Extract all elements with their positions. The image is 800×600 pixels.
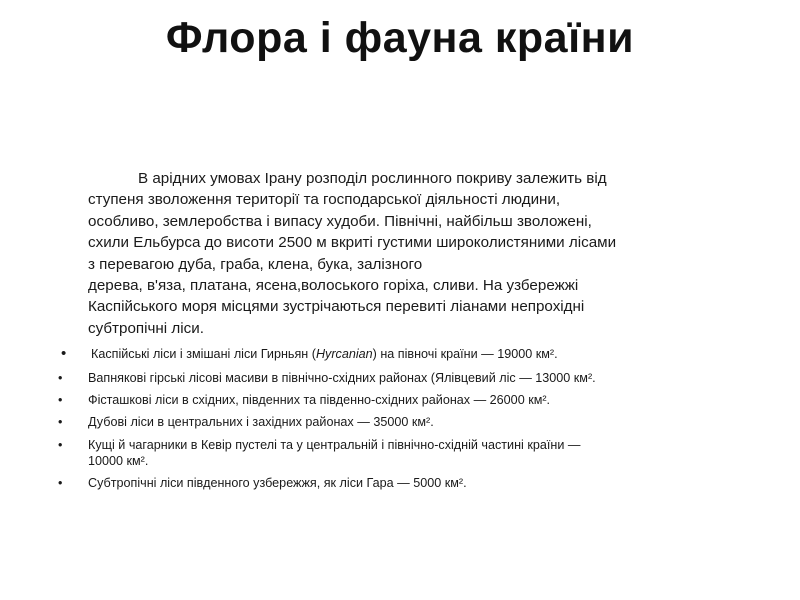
slide-title: Флора і фауна країни	[165, 14, 635, 62]
bullet-marker: •	[58, 371, 63, 385]
list-item	[58, 414, 758, 430]
list-item-text: Вапнякові гірські лісові масиви в північно-східних районах (Ялівцевий ліс — 13000 км².	[88, 371, 596, 385]
italic-term: Hyrcanian	[315, 347, 373, 361]
intro-line: з перевагою дуба, граба, клена, бука, залізного	[88, 255, 423, 273]
intro-line: схили Ельбурса до висоти 2500 м вкриті густими широколистяними лісами	[88, 234, 617, 252]
bullet-marker: •	[61, 345, 67, 362]
list-item-text: Кущі й чагарники в Кевір пустелі та у центральній і північно-східній частині країни — 10000 км².	[88, 437, 581, 468]
list-item	[58, 392, 758, 408]
list-item	[58, 346, 758, 362]
bullet-marker: •	[58, 437, 63, 452]
intro-line: особливо, землеробства і випасу худоби. Північні, найбільш зволожені,	[88, 212, 592, 230]
intro-line: Каспійського моря місцями зустрічаються перевиті ліанами непрохідні	[88, 298, 585, 316]
intro-paragraph	[88, 168, 728, 339]
forest-list	[58, 346, 758, 497]
list-item-text: Каспійські ліси і змішані ліси Гирньян (Hyrcanian) на півночі країни — 19000 км².	[91, 347, 558, 361]
bullet-marker: •	[58, 475, 63, 490]
intro-line: В арідних умовах Ірану розподіл рослинного покриву залежить від	[138, 170, 607, 187]
list-item-text: Фісташкові ліси в східних, південних та південно-східних районах — 26000 км².	[88, 393, 551, 408]
bullet-marker: •	[58, 415, 63, 430]
intro-line: дерева, в'яза, платана, ясена,волоського горіха, сливи. На узбережжі	[88, 277, 579, 295]
intro-line: ступеня зволоження території та господарської діяльності людини,	[88, 191, 561, 209]
list-item	[58, 370, 758, 386]
list-item-text: Дубові ліси в центральних і західних районах — 35000 км².	[88, 415, 434, 430]
list-item	[58, 475, 758, 491]
list-item	[58, 437, 758, 469]
intro-line: субтропічні ліси.	[88, 319, 204, 337]
list-item-text: Субтропічні ліси південного узбережжя, як ліси Гара — 5000 км².	[88, 475, 467, 490]
bullet-marker: •	[58, 393, 63, 408]
